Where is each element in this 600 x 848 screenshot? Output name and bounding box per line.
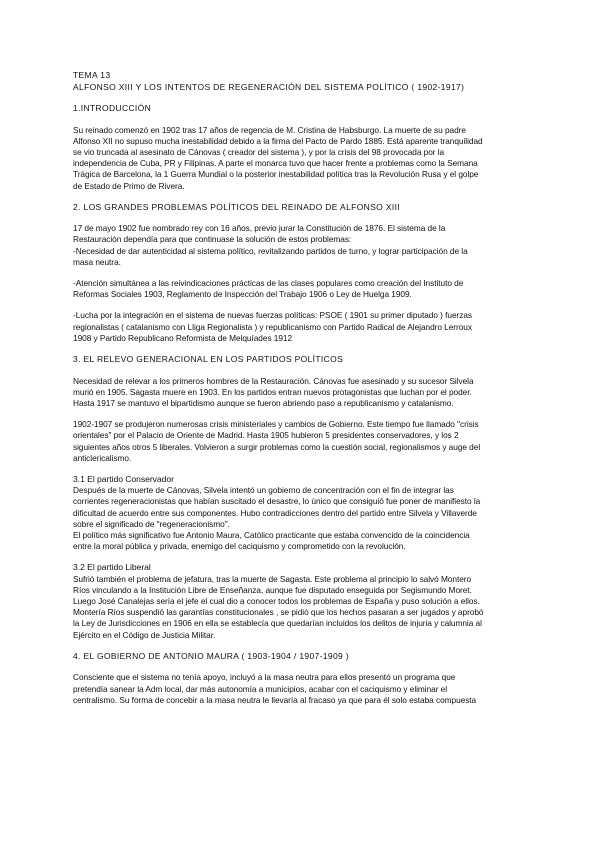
text-line: anticlericalismo. [73, 452, 132, 463]
paragraph-maura [73, 672, 528, 706]
text-line: sobre el significado de "regeneracionismo". [73, 518, 230, 529]
text-line: -Atención simultánea a las reivindicaciones prácticas de las clases populares como creación del Instituto de [73, 278, 464, 289]
text-line: regionalistas ( catalanismo con Lliga Regionalista ) y republicanismo con Partido Radical de Alejandro Lerroux [73, 321, 472, 332]
text-line: El político más significativo fue Antonio Maura, Católico practicante que estaba convencido de la coincidencia [73, 529, 470, 540]
text-line: pretendía sanear la Adm local, dar más autonomía a municipios, acabar con el caciquismo y eliminar el [73, 683, 448, 694]
subsection-heading-3-1: 3.1 El partido Conservador [73, 473, 174, 484]
subsection-heading-3-2: 3.2 El partido Liberal [73, 562, 151, 573]
paragraph-problemas [73, 223, 528, 268]
paragraph-atencion [73, 278, 528, 300]
text-line: Luego José Canalejas sería el jefe el cual dio a conocer todos los problemas de España y puso solución a ellos. [73, 596, 480, 606]
section-heading-2: 2. LOS GRANDES PROBLEMAS POLÍTICOS DEL REINADO DE ALFONSO XIII [73, 201, 400, 212]
text-line: siguientes años otros 5 liberales. Volvieron a surgir problemas como la cuestión social, regionalismos y auge del [73, 441, 481, 452]
text-line: Trágica de Barcelona, la 1 Guerra Mundial o la posterior inestabilidad política tras la Revolución Rusa y el golpe [73, 169, 479, 180]
document-page [73, 70, 528, 716]
title-line: ALFONSO XIII Y LOS INTENTOS DE REGENERACIÓN DEL SISTEMA POLÍTICO ( 1902-1917) [73, 81, 465, 92]
paragraph-relevo [73, 376, 528, 410]
text-line: Después de la muerte de Cánovas, Silvela intentó un gobierno de concentración con el fin de integrar las [73, 485, 454, 496]
text-line: 1902-1907 se produjeron numerosas crisis ministeriales y cambios de Gobierno. Este tiempo fue llamado "crisis [73, 419, 479, 430]
section-heading-1: 1.INTRODUCCIÓN [73, 103, 152, 113]
text-line: Ejército en el Código de Justicia Militar. [73, 629, 216, 640]
text-line: de Estado de Primo de Rivera. [73, 180, 185, 191]
text-line: orientales" por el Palacio de Oriente de Madrid. Hasta 1905 hubieron 5 presidentes conservadores, y los 2 [73, 430, 459, 441]
section-heading-3: 3. EL RELEVO GENERACIONAL EN LOS PARTIDOS POLÍTICOS [73, 354, 344, 365]
text-line: 1908 y Partido Republicano Reformista de Melquíades 1912 [73, 332, 293, 343]
text-line: Restauración dependía para que continuase la solución de estos problemas: [73, 234, 352, 245]
text-line: 17 de mayo 1902 fue nombrado rey con 16 años, previo jurar la Constitución de 1876. El sistema de la [73, 223, 446, 234]
text-line: masa neutra. [73, 256, 121, 267]
text-line: Su reinado comenzó en 1902 tras 17 años de regencia de M. Cristina de Habsburgo. La muerte de su padre [73, 124, 466, 135]
text-line: independencia de Cuba, PR y Filipinas. A parte el monarca tuvo que hacer frente a problemas como la Semana [73, 158, 478, 169]
paragraph-conservador [73, 485, 528, 552]
title-line: TEMA 13 [73, 70, 111, 80]
text-line: -Lucha por la integración en el sistema de nuevas fuerzas políticas: PSOE ( 1901 su primer diputado ) fuerzas [73, 310, 473, 321]
text-line: corrientes regeneracionistas que habían suscitado el desastre, lo único que consiguió fue poner de manifiesto la [73, 496, 481, 507]
paragraph-lucha [73, 310, 528, 344]
text-line: Consciente que el sistema no tenía apoyo, incluyó a la masa neutra para ellos presentó un programa que [73, 672, 456, 683]
text-line: Reformas Sociales 1903, Reglamento de Inspección del Trabajo 1906 o Ley de Huelga 1909. [73, 289, 412, 300]
text-line: centralismo. Su forma de concebir a la masa neutra le llevaría al fracaso ya que para él solo estaba compuesta [73, 694, 477, 705]
text-line: Hasta 1917 se mantuvo el bipartidismo aunque se fueron abriendo paso a republicanismo y catalanismo. [73, 397, 454, 408]
paragraph-liberal [73, 574, 528, 641]
paragraph-introduccion [73, 125, 528, 192]
text-line: Ríos vinculando a la Institución Libre de Enseñanza, aunque fue disputado enseguida por Segismundo Moret. [73, 584, 472, 595]
text-line: Alfonso XII no supuso mucha inestabilidad debido a la firma del Pacto de Pardo 1885. Está aparente tranquilidad [73, 135, 483, 146]
text-line: Sufrió también el problema de jefatura, tras la muerte de Sagasta. Este problema al principio lo salvó Montero [73, 573, 472, 584]
document-title [73, 70, 528, 93]
paragraph-crisis [73, 419, 528, 464]
text-line: dificultad de acuerdo entre sus componentes. Hubo contradicciones dentro del partido entre Silvela y Villaverde [73, 507, 477, 518]
text-line: Montería Ríos suspendió las garantías constitucionales , se pidió que los hechos pasaran a ser jugados y aprobó [73, 607, 484, 618]
text-line: murió en 1905. Sagasta muere en 1903. En los partidos entran nuevos protagonistas que luchan por el poder. [73, 386, 472, 397]
text-line: Necesidad de relevar a los primeros hombres de la Restauración. Cánovas fue asesinado y su sucesor Silvela [73, 375, 474, 386]
text-line: entre la moral pública y privada, enemigo del caciquismo y comprometido con la revolución. [73, 541, 406, 552]
text-line: se vio truncada al asesinato de Cánovas ( creador del sistema ), y por la crisis del 98 provocada por la [73, 146, 445, 157]
text-line: la Ley de Jurisdicciones en 1906 en ella se establecía que quedarían incluidos los delitos de injuria y calumnia al [73, 618, 482, 629]
section-heading-4: 4. EL GOBIERNO DE ANTONIO MAURA ( 1903-1904 / 1907-1909 ) [73, 650, 350, 661]
text-line: -Necesidad de dar autenticidad al sistema político, revitalizando partidos de turno, y lograr participación de la [73, 245, 468, 256]
